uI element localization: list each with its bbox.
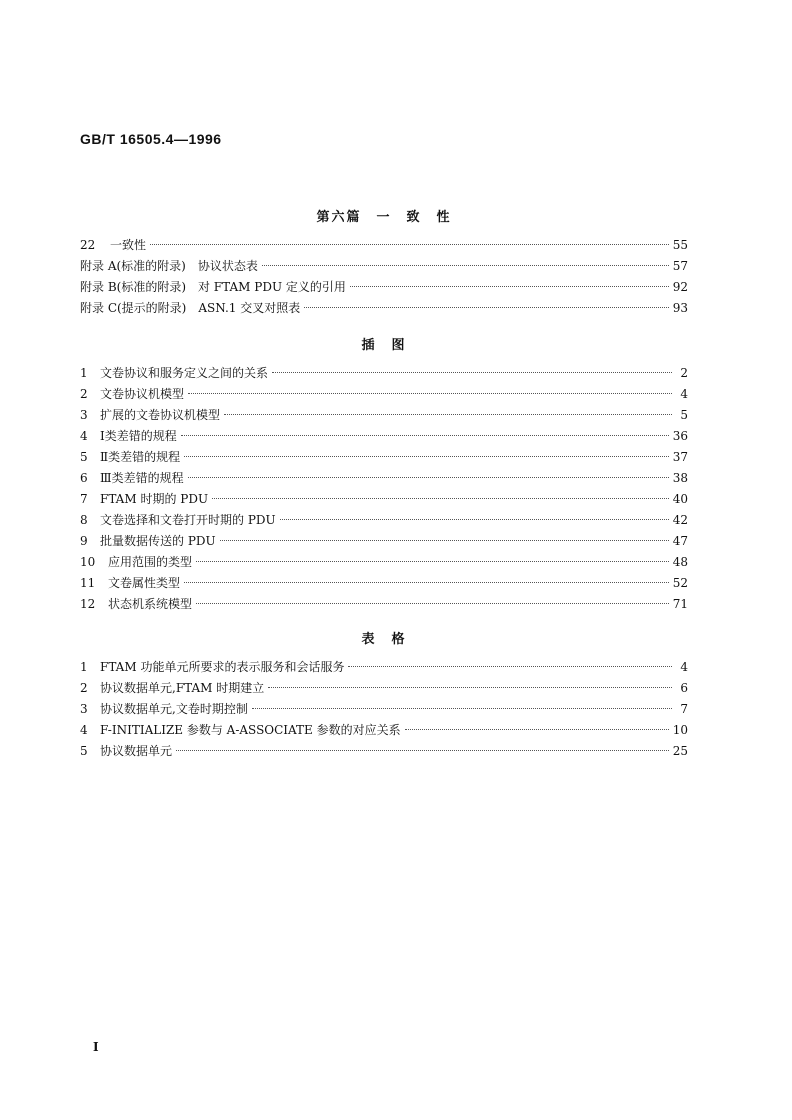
toc-entry[interactable]	[80, 385, 688, 406]
toc-entry-text: 文卷选择和文卷打开时期的 PDU	[100, 513, 276, 527]
dot-leader	[176, 750, 669, 751]
toc-entry-number: 8	[80, 513, 88, 527]
dot-leader	[405, 729, 669, 730]
toc-entry-page: 36	[672, 429, 688, 443]
toc-entry-text: 状态机系统模型	[108, 597, 193, 611]
toc-entry[interactable]	[80, 658, 688, 679]
toc-entry-text: 协议数据单元	[100, 744, 173, 758]
toc-entry[interactable]	[80, 742, 688, 763]
dot-leader	[220, 540, 669, 541]
toc-entry[interactable]	[80, 364, 688, 385]
toc-entry-number: 4	[80, 429, 88, 443]
toc-entry-page: 52	[672, 576, 688, 590]
toc-entry-text: Ⅲ类差错的规程	[100, 471, 184, 485]
toc-entry-page: 5	[680, 408, 688, 422]
toc-entry-page: 10	[672, 723, 688, 737]
dot-leader	[350, 286, 669, 287]
dot-leader	[150, 244, 669, 245]
dot-leader	[304, 307, 668, 308]
toc-entry-page: 57	[672, 259, 688, 273]
toc-entry-text: 扩展的文卷协议机模型	[100, 408, 221, 422]
toc-entry-text: 文卷协议和服务定义之间的关系	[100, 366, 269, 380]
dot-leader	[196, 603, 669, 604]
toc-entry[interactable]	[80, 532, 688, 553]
toc-entry-page: 47	[672, 534, 688, 548]
toc-entry-text: FTAM 功能单元所要求的表示服务和会话服务	[100, 660, 345, 674]
toc-entry-number: 2	[80, 387, 88, 401]
toc-entry-number: 6	[80, 471, 88, 485]
toc-entry-number: 3	[80, 408, 88, 422]
page-number: I	[93, 1040, 99, 1054]
toc-entry-page: 92	[672, 280, 688, 294]
toc-entry-number: 5	[80, 450, 88, 464]
toc-entry-text: 附录 B(标准的附录) 对 FTAM PDU 定义的引用	[80, 280, 346, 294]
dot-leader	[188, 393, 672, 394]
dot-leader	[181, 435, 669, 436]
part6-toc	[80, 236, 688, 320]
toc-entry-number: 4	[80, 723, 88, 737]
toc-entry[interactable]	[80, 511, 688, 532]
toc-entry[interactable]	[80, 257, 688, 278]
toc-entry-number: 10	[80, 555, 96, 569]
toc-entry-number: 22	[80, 238, 96, 252]
dot-leader	[272, 372, 672, 373]
toc-entry-number: 9	[80, 534, 88, 548]
figures-title: 插 图	[361, 338, 407, 353]
dot-leader	[252, 708, 672, 709]
dot-leader	[224, 414, 672, 415]
dot-leader	[262, 265, 669, 266]
toc-entry-number: 1	[80, 366, 88, 380]
dot-leader	[268, 687, 672, 688]
toc-entry-page: 6	[680, 681, 688, 695]
toc-entry[interactable]	[80, 448, 688, 469]
toc-entry-text: Ⅰ类差错的规程	[100, 429, 177, 443]
toc-entry-text: 批量数据传送的 PDU	[100, 534, 216, 548]
toc-entry[interactable]	[80, 236, 688, 257]
toc-entry-number: 1	[80, 660, 88, 674]
toc-entry[interactable]	[80, 490, 688, 511]
toc-entry-number: 3	[80, 702, 88, 716]
toc-entry[interactable]	[80, 406, 688, 427]
toc-entry-page: 37	[672, 450, 688, 464]
tables-toc	[80, 658, 688, 763]
toc-entry[interactable]	[80, 299, 688, 320]
toc-entry-page: 25	[672, 744, 688, 758]
toc-entry-text: F-INITIALIZE 参数与 A-ASSOCIATE 参数的对应关系	[100, 723, 401, 737]
toc-entry-number: 12	[80, 597, 96, 611]
toc-entry-page: 93	[672, 301, 688, 315]
dot-leader	[212, 498, 669, 499]
dot-leader	[196, 561, 669, 562]
dot-leader	[184, 582, 669, 583]
dot-leader	[184, 456, 669, 457]
toc-entry-page: 55	[672, 238, 688, 252]
toc-entry-text: 应用范围的类型	[108, 555, 193, 569]
toc-entry-text: 文卷协议机模型	[100, 387, 185, 401]
toc-entry-text: 附录 A(标准的附录) 协议状态表	[80, 259, 258, 273]
part6-title: 第六篇 一 致 性	[316, 210, 452, 225]
toc-entry-page: 7	[680, 702, 688, 716]
toc-entry[interactable]	[80, 278, 688, 299]
toc-entry-number: 11	[80, 576, 96, 590]
dot-leader	[188, 477, 669, 478]
toc-entry-page: 40	[672, 492, 688, 506]
toc-entry-text: 文卷属性类型	[108, 576, 181, 590]
toc-entry[interactable]	[80, 721, 688, 742]
tables-title: 表 格	[361, 632, 407, 647]
toc-entry-text: 协议数据单元,文卷时期控制	[100, 702, 248, 716]
toc-entry-text: Ⅱ类差错的规程	[100, 450, 181, 464]
toc-entry-page: 71	[672, 597, 688, 611]
dot-leader	[348, 666, 672, 667]
standard-code: GB/T 16505.4—1996	[80, 131, 222, 147]
toc-entry-page: 4	[680, 387, 688, 401]
toc-entry-page: 2	[680, 366, 688, 380]
toc-entry-page: 38	[672, 471, 688, 485]
toc-entry[interactable]	[80, 595, 688, 616]
toc-entry[interactable]	[80, 469, 688, 490]
toc-entry[interactable]	[80, 553, 688, 574]
toc-entry[interactable]	[80, 679, 688, 700]
toc-entry-number: 5	[80, 744, 88, 758]
toc-entry-page: 48	[672, 555, 688, 569]
toc-entry-text: 一致性	[110, 238, 147, 252]
toc-entry-page: 42	[672, 513, 688, 527]
toc-entry[interactable]	[80, 700, 688, 721]
toc-entry-text: 附录 C(提示的附录) ASN.1 交叉对照表	[80, 301, 301, 315]
toc-entry-text: 协议数据单元,FTAM 时期建立	[100, 681, 265, 695]
toc-entry-text: FTAM 时期的 PDU	[100, 492, 209, 506]
toc-entry-page: 4	[680, 660, 688, 674]
figures-toc	[80, 364, 688, 616]
dot-leader	[280, 519, 669, 520]
toc-entry[interactable]	[80, 427, 688, 448]
toc-entry[interactable]	[80, 574, 688, 595]
toc-entry-number: 7	[80, 492, 88, 506]
toc-entry-number: 2	[80, 681, 88, 695]
